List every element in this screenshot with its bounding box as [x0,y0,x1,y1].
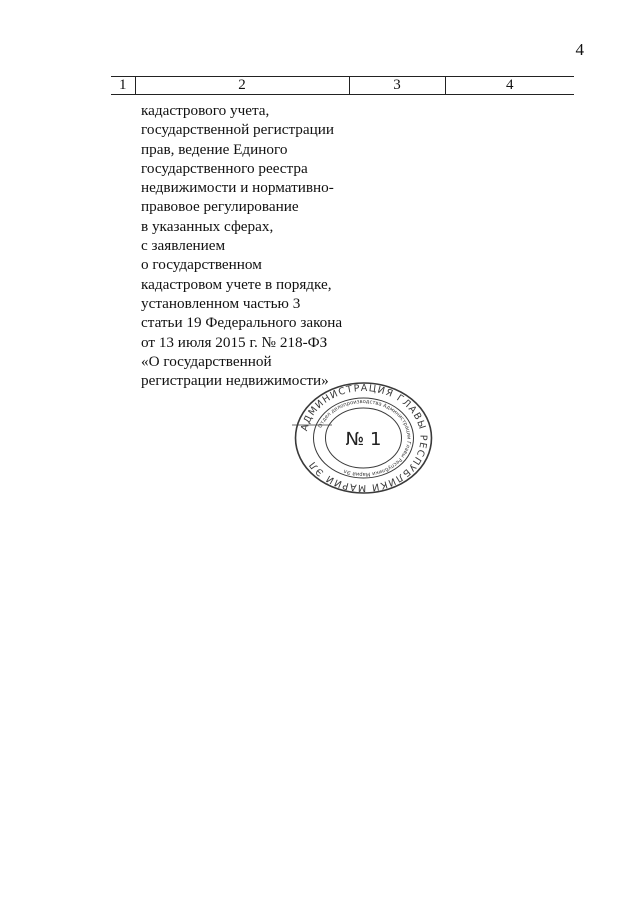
official-seal [292,381,435,495]
body-text: кадастрового учета, государственной регистрации прав, ведение Единого государственного реестра недвижимости и нормативно- правовое регулирование в указанных сферах, с заявлением о государственном кадастровом учете в порядке, установленном частью 3 статьи 19 Федерального закона от 13 июля 2015 г. № 218-ФЗ «О государственной регистрации недвижимости» [141,102,343,390]
header-row [111,77,574,95]
column-number-1: 1 [111,77,135,95]
column-number-header [111,76,574,95]
column-number-4: 4 [445,77,574,95]
column-number-3: 3 [349,77,445,95]
seal-center-number: № 1 [345,429,382,450]
seal-inner-text: Отдел делопроизводства Администрации Главы Республики Марий Эл [317,398,412,478]
column-number-2: 2 [135,77,349,95]
seal-outer-text: АДМИНИСТРАЦИЯ ГЛАВЫ РЕСПУБЛИКИ МАРИЙ ЭЛ [299,382,429,494]
page-number: 4 [575,40,584,59]
